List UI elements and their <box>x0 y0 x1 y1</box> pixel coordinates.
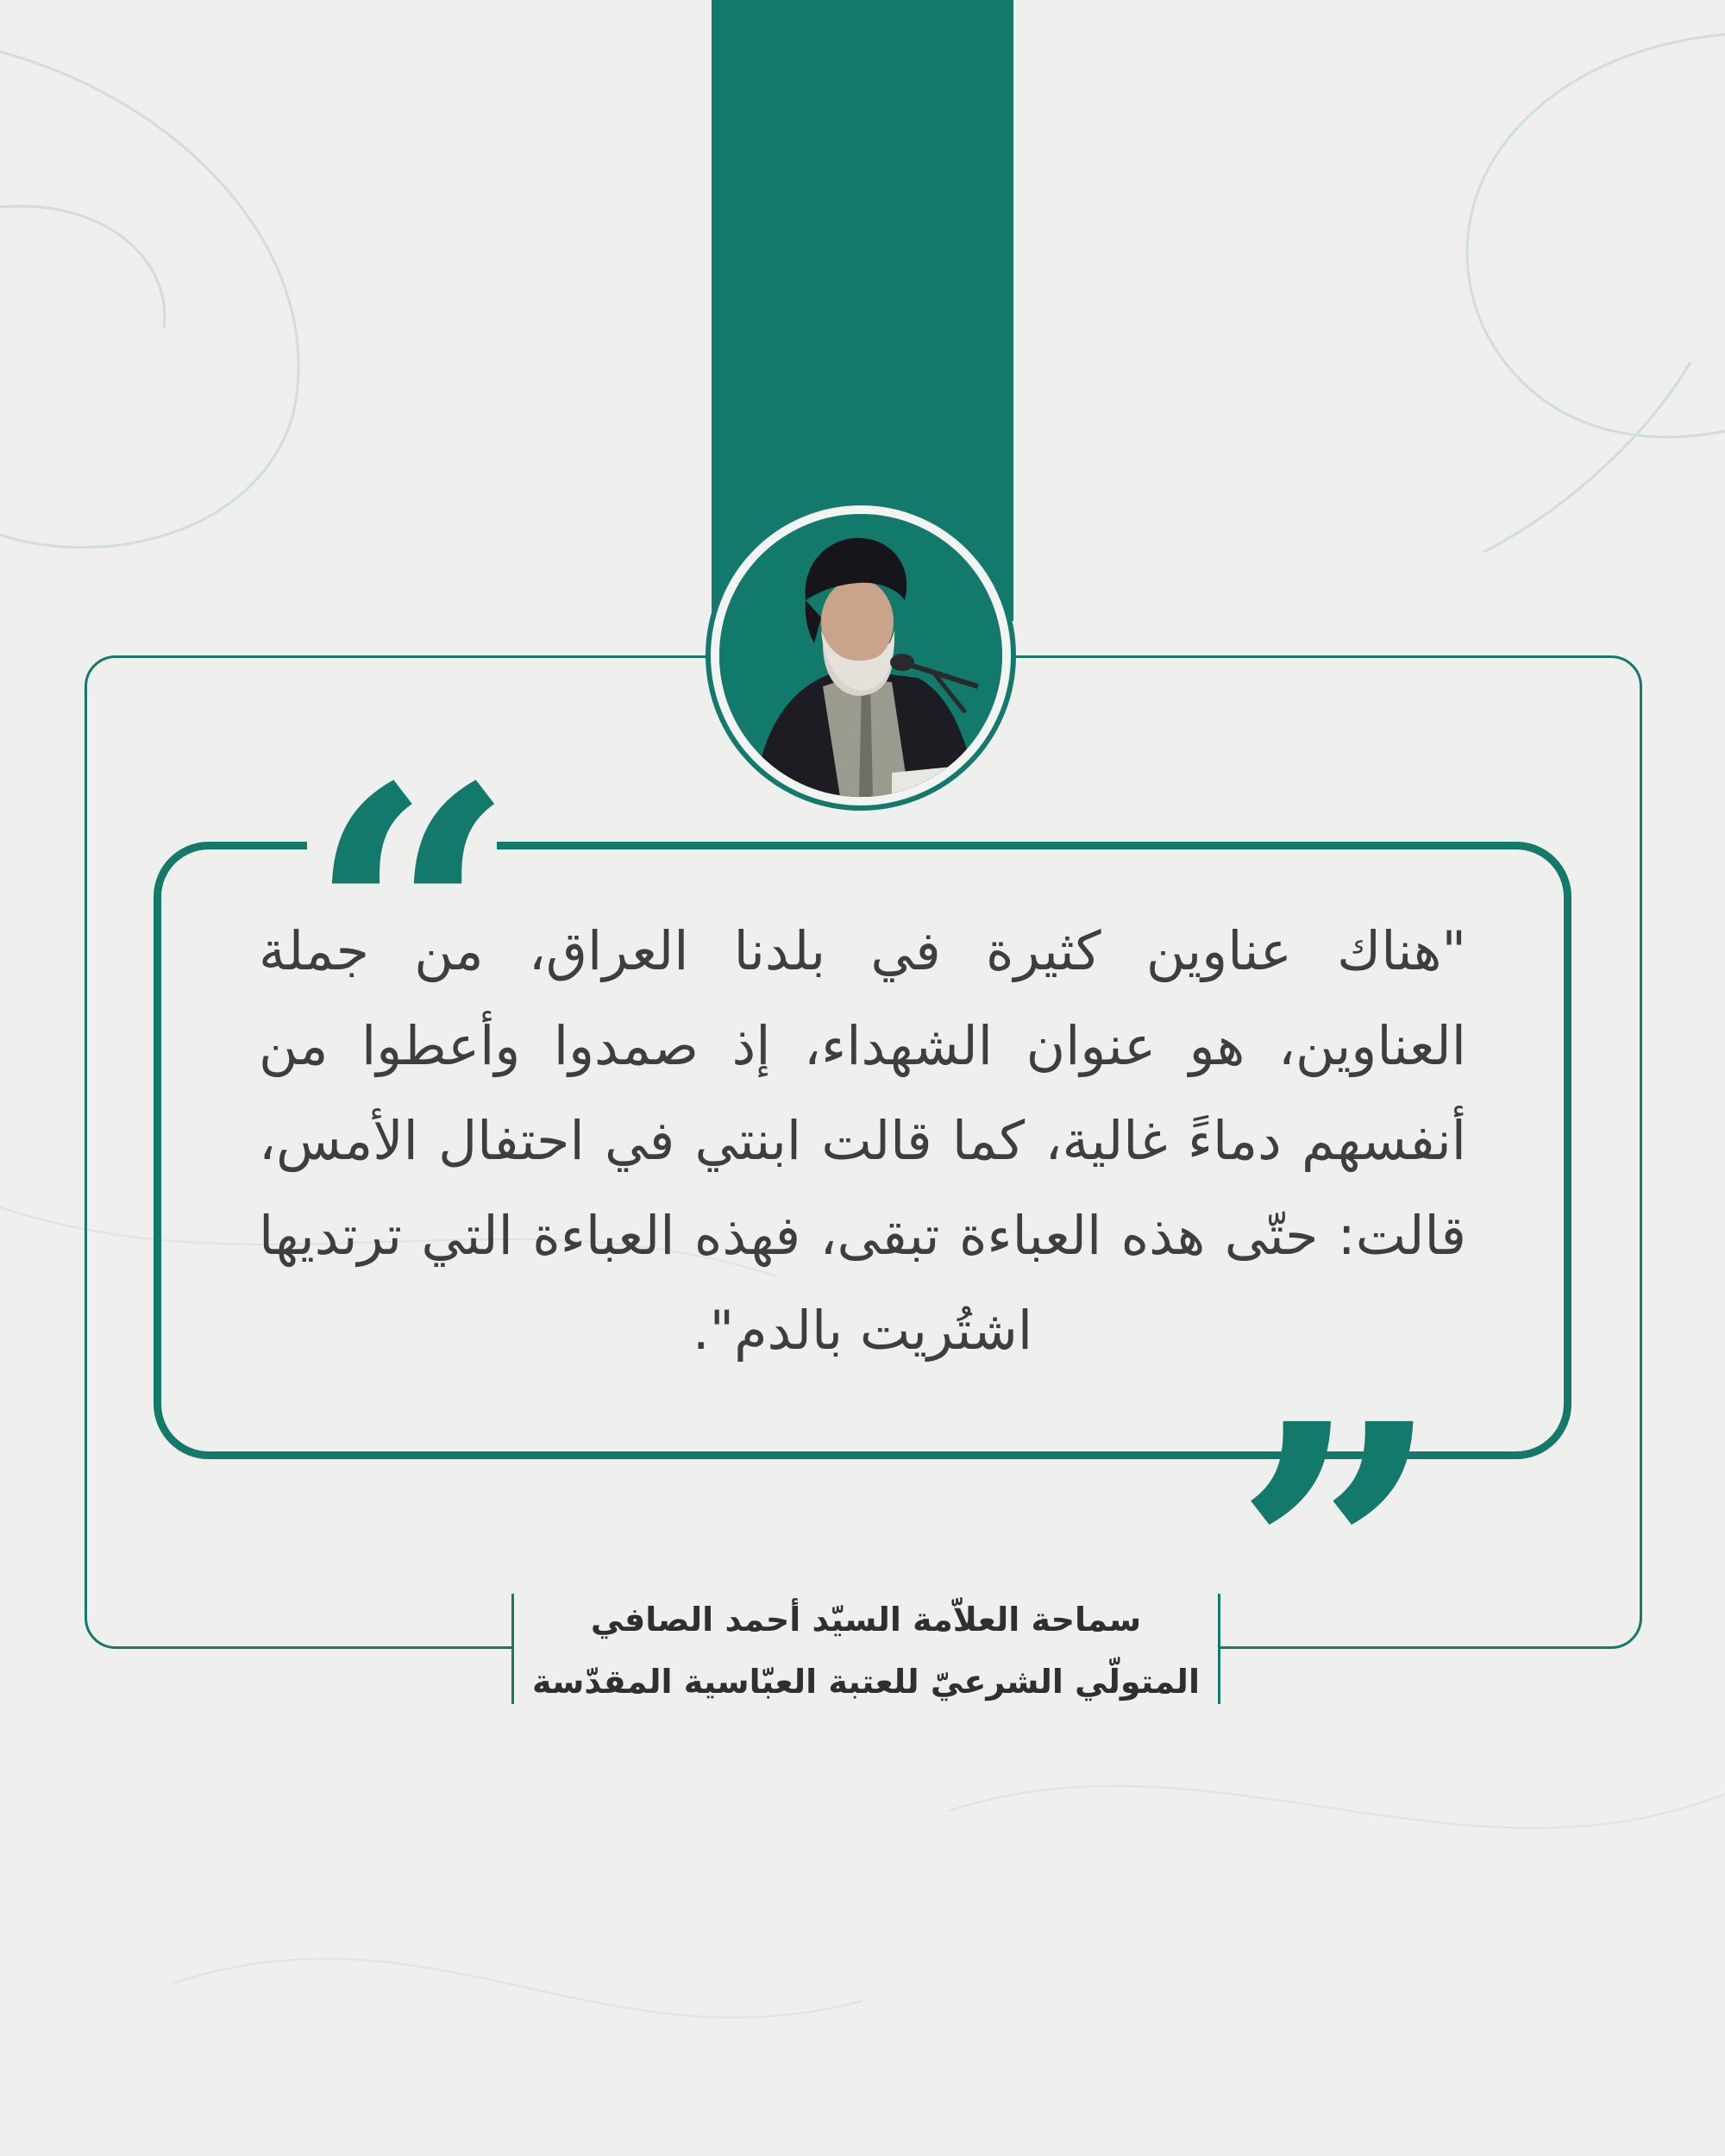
quote-text <box>259 904 1466 1387</box>
close-quote-icon: ” <box>1233 1346 1442 1771</box>
speaker-portrait <box>719 514 1002 797</box>
speaker-title: المتولّي الشرعيّ للعتبة العبّاسية المقدّسة <box>532 1663 1200 1701</box>
open-quote-icon: “ <box>307 710 516 1135</box>
speaker-name: سماحة العلاّمة السيّد أحمد الصافي <box>590 1601 1142 1639</box>
quote-body: "هناك عناوين كثيرة في بلدنا العراق، من جملة العناوين، هو عنوان الشهداء، إذ صمدوا وأعطوا من أنفسهم دماءً غالية، كما قالت ابنتي في احتفال الأمس، قالت: حتّى هذه العباءة تبقى، فهذه العباءة التي ترتديها اشتُريت بالدم". <box>259 919 1466 1362</box>
attribution-block <box>511 1594 1220 1704</box>
